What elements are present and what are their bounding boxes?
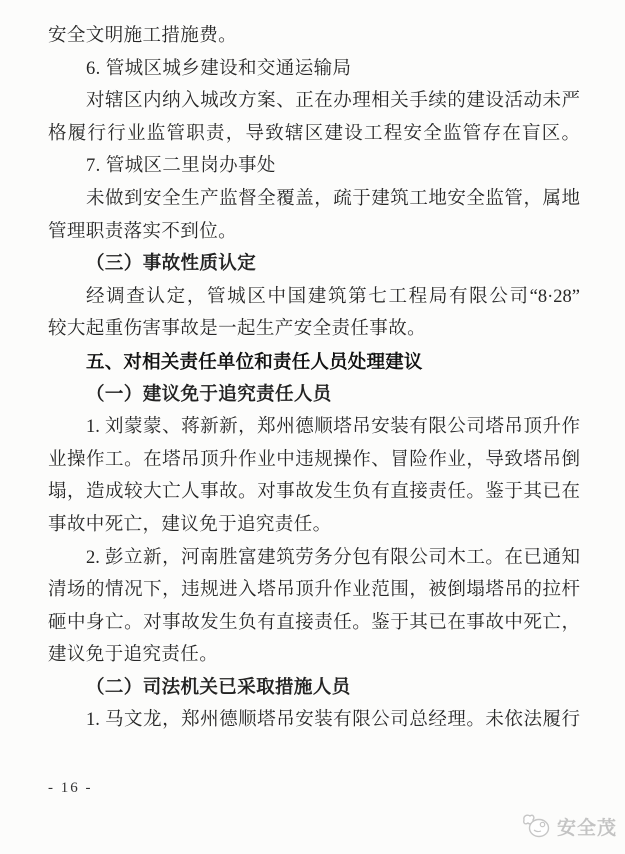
text-line: 清场的情况下，违规进入塔吊顶升作业范围，被倒塌塔吊的拉杆 [48, 580, 580, 601]
brand-watermark [521, 812, 617, 840]
text-line: 2. 彭立新，河南胜富建筑劳务分包有限公司木工。在已通知 [86, 547, 580, 568]
text-line: 较大起重伤害事故是一起生产安全责任事故。 [48, 319, 427, 340]
brand-name: 安全茂 [556, 817, 617, 839]
text-line: 五、对相关责任单位和责任人员处理建议 [86, 350, 423, 372]
text-line: 未做到安全生产监督全覆盖，疏于建筑工地安全监管，属地 [86, 188, 580, 209]
text-line: 建议免于追究责任。 [48, 645, 219, 666]
text-line: 砸中身亡。对事故发生负有直接责任。鉴于其已在事故中死亡， [48, 612, 580, 633]
text-line: 管理职责落实不到位。 [48, 221, 238, 242]
text-line: 塌，造成较大亡人事故。对事故发生负有直接责任。鉴于其已在 [48, 482, 580, 503]
text-line: （二）司法机关已采取措施人员 [86, 677, 351, 698]
mascot-logo-icon [521, 812, 553, 840]
text-line: 1. 刘蒙蒙、蒋新新，郑州德顺塔吊安装有限公司塔吊顶升作 [86, 417, 580, 438]
text-line: （三）事故性质认定 [86, 254, 257, 275]
text-line: （一）建议免于追究责任人员 [86, 384, 332, 405]
page-number: - 16 - [48, 780, 93, 796]
text-line: 6. 管城区城乡建设和交通运输局 [86, 58, 352, 79]
text-line: 事故中死亡，建议免于追究责任。 [48, 514, 332, 535]
document-body [48, 20, 580, 737]
text-line: 7. 管城区二里岗办事处 [86, 156, 276, 177]
text-line: 经调查认定，管城区中国建筑第七工程局有限公司“8·28” [86, 286, 580, 307]
text-line: 安全文明施工措施费。 [48, 26, 238, 46]
text-line: 1. 马文龙，郑州德顺塔吊安装有限公司总经理。未依法履行 [86, 710, 580, 731]
text-line: 业操作工。在塔吊顶升作业中违规操作、冒险作业，导致塔吊倒 [48, 449, 580, 470]
text-line: 格履行行业监管职责，导致辖区建设工程安全监管存在盲区。 [48, 123, 580, 144]
text-line: 对辖区内纳入城改方案、正在办理相关手续的建设活动未严 [86, 91, 580, 112]
